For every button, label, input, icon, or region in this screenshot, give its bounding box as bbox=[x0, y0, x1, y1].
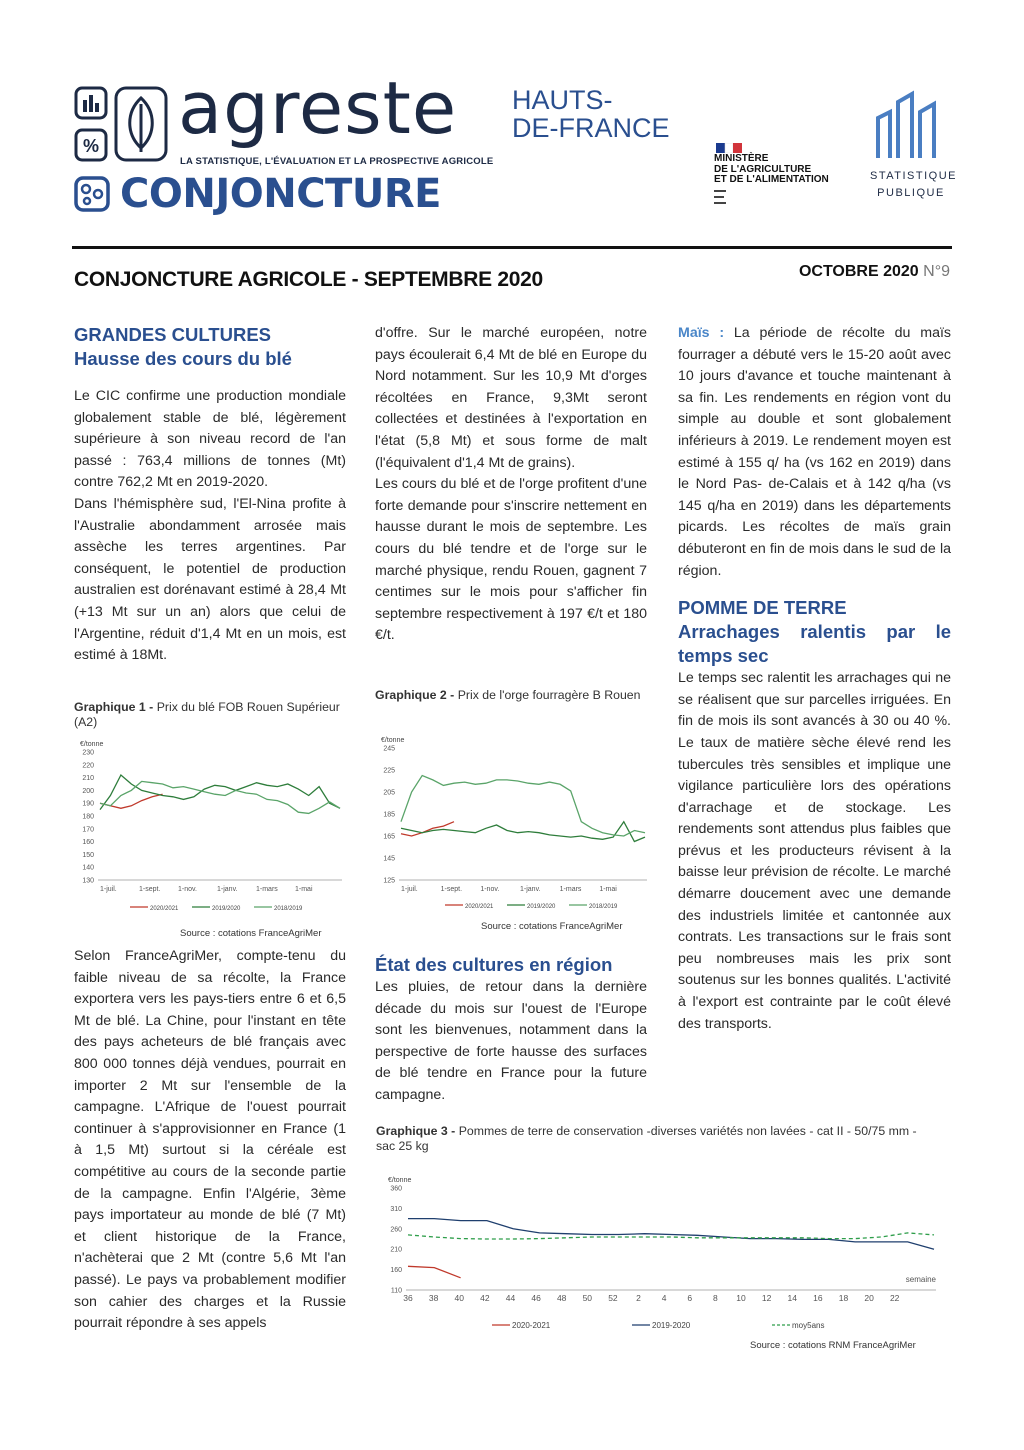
x-tick-label: 1-juil. bbox=[401, 886, 418, 893]
region-line-2: DE-FRANCE bbox=[512, 113, 670, 144]
section-title-grandes-cultures: GRANDES CULTURES bbox=[74, 324, 271, 345]
graph1-source: Source : cotations FranceAgriMer bbox=[180, 928, 322, 939]
y-tick-label: 210 bbox=[390, 1246, 402, 1254]
mais-text: La période de récolte du maïs fourrager a débuté vers le 15-20 août avec 10 jours d'avance et touche maintenant à sa fin. Les rendements en région vont du simple au double et sont globalement inférieurs à 2019. Le rendement moyen est estimé à 155 q/ ha (vs 162 en 2019) dans le Nord Pas- de-Calais et à 142 q/ha (vs 145 q/ha en 2019) dans les départements picards. Les récoltes de maïs grain débuteront en fin de mois dans le sud de la région. bbox=[678, 325, 951, 579]
graph2-caption bbox=[375, 688, 647, 703]
paragraph: Le CIC confirme une production mondiale globalement stable de blé, légèrement supérieure à son niveau record de l'an passé : 763,4 millions de tonnes (Mt) contre 762,2 Mt en 2019-2020. bbox=[74, 388, 346, 491]
x-tick-label: 1-mars bbox=[256, 886, 278, 893]
series-line-2020/2021 bbox=[401, 822, 454, 836]
legend-label: 2019-2020 bbox=[652, 1321, 691, 1330]
marianne-flag-icon bbox=[716, 140, 742, 150]
graph2-chart bbox=[375, 730, 650, 916]
paragraph: Le temps sec ralentit les arrachages qui ne se réalisent que sur parcelles irriguées. En fin de mois ils sont avancés à 30 ou 40 %. Le taux de matière sèche élevé rend les tubercules très sensibles et implique une vigilance particulière lors des opérations d'arrachage et de stockage. Les rendements sont attendus plus faibles que prévus et les producteurs révisent à la baisse leur prévision de récolte. Le marché démarre doucement avec une demande des industriels limitée et cantonnée aux contrats. Les transactions sur le frais sont peu nombreuses mais les prix sont soutenus sur les bonnes qualités. L'activité à l'export est contrainte par le coût élevé des transports. bbox=[678, 670, 951, 1032]
y-tick-label: 125 bbox=[383, 877, 395, 885]
series-line-moy5ans bbox=[408, 1233, 934, 1239]
x-axis-label: semaine bbox=[905, 1275, 936, 1284]
x-tick-label: 22 bbox=[889, 1293, 900, 1303]
agreste-logo-icon bbox=[74, 86, 174, 166]
series-line-2020-2021 bbox=[408, 1266, 461, 1278]
x-tick-label: 18 bbox=[838, 1293, 849, 1303]
paragraph: Les pluies, de retour dans la dernière décade du mois sur l'ouest de l'Europe sont les bienvenues, notamment dans la perspective de forte hausse des surfaces de blé tendre en France pour la future campagne. bbox=[375, 979, 647, 1103]
legend-label: moy5ans bbox=[792, 1321, 825, 1330]
legend-label: 2018/2019 bbox=[274, 906, 303, 912]
stat-line-2: PUBLIQUE bbox=[877, 187, 945, 199]
paragraph: d'offre. Sur le marché européen, notre pays écoulerait 6,4 Mt de blé en Europe du Nord notamment. Sur les 10,9 Mt d'orges récoltées en France, 9,3Mt seront collectées et destinées à l'exportation en l'état (5,8 Mt) et sous forme de malt (l'équivalent d'1,4 Mt de grains). bbox=[375, 325, 647, 471]
section-subtitle-pomme-de-terre: Arrachages ralentis par le temps sec bbox=[678, 621, 951, 667]
legend-label: 2020/2021 bbox=[150, 906, 179, 912]
x-tick-label: 1-mai bbox=[295, 886, 313, 893]
bulletin-title: CONJONCTURE AGRICOLE - SEPTEMBRE 2020 bbox=[74, 268, 543, 291]
y-tick-label: 310 bbox=[390, 1205, 402, 1213]
statistique-publique-logo-icon bbox=[874, 88, 946, 160]
graph2-title: Prix de l'orge fourragère B Rouen bbox=[457, 688, 641, 702]
x-tick-label: 1-janv. bbox=[520, 886, 541, 893]
legend-label: 2020/2021 bbox=[465, 904, 494, 910]
graph1-chart bbox=[74, 738, 346, 924]
y-tick-label: 260 bbox=[390, 1226, 402, 1234]
y-tick-label: 165 bbox=[383, 833, 395, 841]
series-line-2019/2020 bbox=[401, 822, 645, 842]
y-tick-label: 230 bbox=[82, 749, 94, 757]
svg-text:%: % bbox=[82, 136, 100, 156]
y-tick-label: 160 bbox=[390, 1267, 402, 1275]
y-tick-label: 140 bbox=[82, 864, 94, 872]
x-tick-label: 1-juil. bbox=[100, 886, 117, 893]
y-tick-label: 200 bbox=[82, 787, 94, 795]
graph1-title: Prix du blé FOB Rouen Supérieur (A2) bbox=[74, 700, 340, 729]
statistique-publique-text bbox=[870, 168, 957, 202]
y-tick-label: 225 bbox=[383, 767, 395, 775]
y-tick-label: 110 bbox=[390, 1287, 402, 1295]
region-line-1: HAUTS- bbox=[512, 85, 613, 115]
republic-motto-mark bbox=[714, 190, 730, 210]
legend-label: 2018/2019 bbox=[589, 904, 618, 910]
ministry-line-1: MINISTÈRE bbox=[714, 153, 769, 164]
legend-label: 2019/2020 bbox=[527, 904, 556, 910]
graph3-chart bbox=[376, 1160, 952, 1335]
issue-date: OCTOBRE 2020 bbox=[798, 263, 919, 280]
section-title-pomme-de-terre: POMME DE TERRE bbox=[678, 597, 847, 619]
x-tick-label: 8 bbox=[713, 1293, 718, 1303]
section-title-etat-cultures: État des cultures en région bbox=[375, 954, 613, 975]
stat-line-1: STATISTIQUE bbox=[870, 170, 957, 182]
x-tick-label: 40 bbox=[454, 1293, 464, 1303]
series-title: CONJONCTURE bbox=[120, 171, 441, 217]
header-rule bbox=[72, 246, 952, 249]
ministry-name bbox=[714, 154, 829, 186]
x-tick-label: 1-mai bbox=[599, 886, 617, 893]
x-tick-label: 1-janv. bbox=[217, 886, 238, 893]
x-tick-label: 38 bbox=[428, 1293, 439, 1303]
x-tick-label: 1-sept. bbox=[139, 886, 161, 893]
y-tick-label: 130 bbox=[82, 877, 94, 885]
x-tick-label: 12 bbox=[761, 1293, 772, 1303]
x-tick-label: 6 bbox=[687, 1293, 693, 1303]
agreste-wordmark: agreste bbox=[178, 66, 458, 150]
x-tick-label: 16 bbox=[813, 1293, 823, 1303]
y-tick-label: 190 bbox=[82, 800, 94, 808]
y-axis-label: €/tonne bbox=[381, 737, 405, 744]
y-tick-label: 160 bbox=[82, 839, 94, 847]
x-tick-label: 10 bbox=[736, 1293, 746, 1303]
x-tick-label: 50 bbox=[582, 1293, 593, 1303]
y-tick-label: 150 bbox=[82, 851, 94, 859]
graph3-label: Graphique 3 - bbox=[376, 1124, 456, 1138]
x-tick-label: 1-mars bbox=[559, 886, 582, 893]
y-axis-label: €/tonne bbox=[388, 1177, 412, 1184]
paragraph: Dans l'hémisphère sud, l'El-Nina profite à l'Australie abondamment arrosée mais assèche les terres argentines. Par conséquent, le potentiel de production australien est dorénavant estimé à 28,4 Mt (+13 Mt sur un an) alors que celui de l'Argentine, réduit d'1,4 Mt en un mois, est estimé à 18Mt. bbox=[74, 495, 346, 664]
x-tick-label: 52 bbox=[608, 1293, 618, 1303]
x-tick-label: 1-sept. bbox=[440, 886, 463, 893]
agreste-tagline: LA STATISTIQUE, L'ÉVALUATION ET LA PROSPECTIVE AGRICOLE bbox=[180, 156, 494, 167]
graph3-caption bbox=[376, 1124, 936, 1154]
x-tick-label: 20 bbox=[864, 1293, 874, 1303]
bulletin-date bbox=[799, 263, 950, 281]
graph1-caption bbox=[74, 700, 346, 730]
graph2-label: Graphique 2 - bbox=[375, 688, 455, 702]
paragraph: Selon FranceAgriMer, compte-tenu du faible niveau de sa récolte, la France exportera vers les pays-tiers entre 6 et 6,5 Mt de blé. La Chine, pour l'instant en tête des pays acheteurs de blé français avec 800 000 tonnes déjà vendues, pourrait en importer 2 Mt sur l'ensemble de la campagne. L'Afrique de l'ouest pourrait continuer à s'approvisionner en France (1 à 1,5 Mt) surtout si la céréale est compétitive au cours de la seconde partie de la campagne. Enfin l'Algérie, 3ème pays importateur au monde de blé (7 Mt) et client historique de la France, n'achèterai que 2 Mt (contre 5,6 Mt l'an passé). Le pays va probablement modifier son cahier des charges et la Russie pourrait répondre à ses appels bbox=[74, 948, 346, 1332]
column-2 bbox=[375, 323, 647, 647]
y-tick-label: 210 bbox=[82, 775, 94, 783]
x-tick-label: 2 bbox=[636, 1293, 641, 1303]
column-2-lower bbox=[375, 953, 647, 1107]
region-name bbox=[512, 86, 670, 143]
series-line-2019/2020 bbox=[100, 775, 340, 810]
series-line-2019-2020 bbox=[408, 1219, 934, 1250]
y-tick-label: 220 bbox=[82, 762, 94, 770]
x-tick-label: 4 bbox=[661, 1293, 667, 1303]
x-tick-label: 36 bbox=[403, 1293, 413, 1303]
column-1-continued bbox=[74, 946, 346, 1335]
section-subtitle-grandes-cultures: Hausse des cours du blé bbox=[74, 348, 292, 369]
graph3-title: Pommes de terre de conservation -diverses variétés non lavées - cat II - 50/75 mm - sac 25 kg bbox=[376, 1124, 917, 1153]
legend-label: 2019/2020 bbox=[212, 906, 241, 912]
x-tick-label: 44 bbox=[505, 1293, 516, 1303]
y-tick-label: 205 bbox=[383, 789, 395, 797]
y-axis-label: €/tonne bbox=[80, 741, 104, 748]
graph2-source: Source : cotations FranceAgriMer bbox=[481, 921, 623, 932]
x-tick-label: 46 bbox=[531, 1293, 541, 1303]
y-tick-label: 145 bbox=[383, 855, 395, 863]
paragraph: Les cours du blé et de l'orge profitent d'une forte demande pour s'inscrire nettement en hausse durant le mois de septembre. Les cours du blé tendre et de l'orge sur le marché physique, rendu Rouen, gagnent 7 centimes sur le mois pour s'afficher fin septembre respectivement à 197 €/t et 180 €/t. bbox=[375, 476, 647, 644]
column-3 bbox=[678, 323, 951, 1035]
graph3-source: Source : cotations RNM FranceAgriMer bbox=[750, 1340, 916, 1351]
graph1-label: Graphique 1 - bbox=[74, 700, 154, 714]
ministry-line-3: ET DE L'ALIMENTATION bbox=[714, 174, 829, 185]
y-tick-label: 180 bbox=[82, 813, 94, 821]
y-tick-label: 170 bbox=[82, 826, 94, 834]
paragraph-mais bbox=[678, 323, 951, 582]
x-tick-label: 1-nov. bbox=[178, 886, 197, 893]
column-1 bbox=[74, 323, 346, 667]
y-tick-label: 185 bbox=[383, 811, 395, 819]
issue-number: N°9 bbox=[923, 263, 950, 280]
conjoncture-icon bbox=[74, 176, 110, 212]
y-tick-label: 245 bbox=[383, 745, 395, 753]
x-tick-label: 14 bbox=[787, 1293, 797, 1303]
legend-label: 2020-2021 bbox=[512, 1321, 551, 1330]
ministry-line-2: DE L'AGRICULTURE bbox=[714, 163, 812, 175]
x-tick-label: 1-nov. bbox=[480, 886, 500, 893]
mais-label: Maïs : bbox=[678, 325, 725, 341]
x-tick-label: 48 bbox=[556, 1293, 567, 1303]
x-tick-label: 42 bbox=[480, 1293, 490, 1303]
y-tick-label: 360 bbox=[390, 1185, 402, 1193]
